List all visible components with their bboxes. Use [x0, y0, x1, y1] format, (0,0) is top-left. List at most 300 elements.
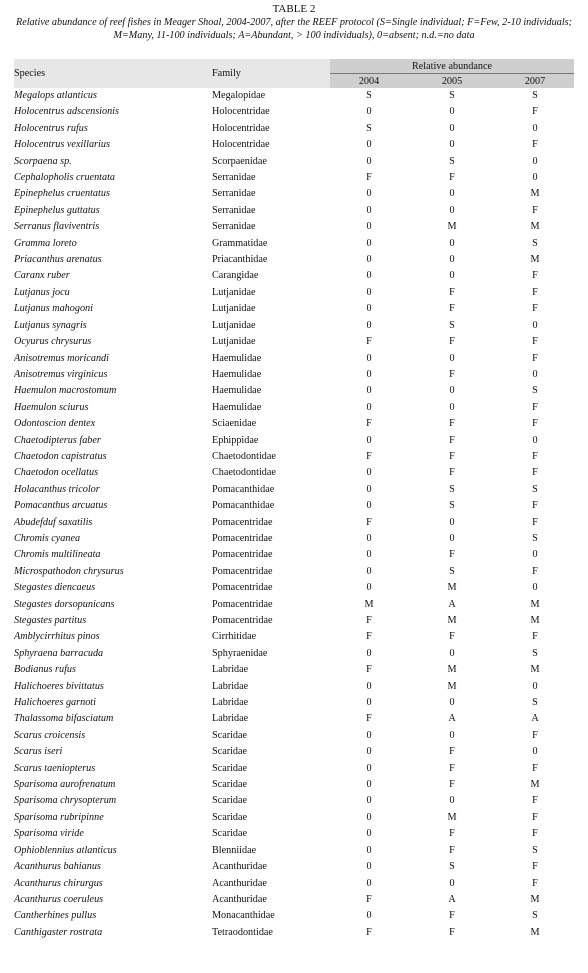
species-cell: Scarus croicensis: [14, 729, 86, 741]
species-cell: Ophioblennius atlanticus: [14, 844, 117, 856]
abundance-cell: 0: [366, 910, 372, 922]
abundance-cell: S: [449, 155, 455, 167]
table-row: [14, 482, 574, 498]
species-cell: Ocyurus chrysurus: [14, 336, 92, 348]
abundance-cell: F: [449, 746, 455, 758]
abundance-cell: F: [449, 828, 455, 840]
family-cell: Acanthuridae: [212, 877, 267, 889]
table-row: [14, 498, 574, 514]
family-cell: Grammatidae: [212, 237, 268, 249]
family-cell: Scaridae: [212, 828, 248, 840]
species-cell: Cantherhines pullus: [14, 910, 97, 922]
abundance-cell: M: [530, 615, 540, 626]
abundance-cell: F: [532, 106, 538, 118]
family-cell: Labridae: [212, 697, 249, 709]
abundance-cell: A: [448, 893, 456, 905]
table-row: [14, 400, 574, 416]
abundance-cell: F: [449, 368, 455, 380]
abundance-cell: F: [532, 336, 538, 348]
abundance-cell: 0: [366, 779, 372, 791]
abundance-cell: 0: [366, 532, 372, 544]
abundance-cell: 0: [366, 877, 372, 889]
abundance-cell: 0: [366, 483, 372, 495]
family-cell: Scaridae: [212, 746, 248, 758]
abundance-cell: 0: [366, 467, 372, 479]
abundance-cell: S: [532, 237, 538, 249]
abundance-cell: 0: [366, 221, 372, 233]
family-cell: Lutjanidae: [212, 336, 256, 348]
abundance-cell: 0: [366, 549, 372, 561]
table-row: [14, 121, 574, 137]
family-cell: Serranidae: [212, 172, 256, 184]
species-cell: Amblycirrhitus pinos: [14, 631, 100, 643]
family-cell: Serranidae: [212, 221, 256, 233]
abundance-cell: M: [447, 680, 457, 692]
species-cell: Acanthurus chirurgus: [14, 877, 103, 889]
abundance-cell: 0: [532, 549, 538, 561]
abundance-cell: 0: [532, 582, 538, 594]
table-row: [14, 859, 574, 875]
table-row: [14, 876, 574, 892]
abundance-cell: F: [532, 204, 538, 216]
species-cell: Acanthurus coeruleus: [14, 893, 104, 905]
abundance-cell: F: [366, 516, 372, 528]
year-header: 2004: [330, 74, 408, 89]
table-row: [14, 137, 574, 153]
family-cell: Sciaenidae: [212, 418, 257, 430]
family-cell: Haemulidae: [212, 401, 262, 413]
table-row: [14, 908, 574, 924]
species-cell: Lutjanus mahogoni: [14, 303, 93, 315]
table-row: [14, 695, 574, 711]
table-row: [14, 104, 574, 120]
table-row: [14, 252, 574, 268]
table-row: [14, 186, 574, 202]
abundance-cell: 0: [532, 746, 538, 758]
species-cell: Haemulon sciurus: [14, 401, 89, 413]
table-caption: Relative abundance of reef fishes in Meager Shoal, 2004-2007, after the REEF protocol (S=Single individual; F=Few, 2-10 individuals; M=Many, 11-100 individuals; A=Abundant, > 100 individuals), 0=absent; n.d.=no data: [15, 17, 573, 41]
abundance-cell: 0: [366, 565, 372, 577]
abundance-cell: S: [449, 483, 455, 495]
family-cell: Scaridae: [212, 811, 248, 823]
abundance-cell: M: [447, 582, 457, 594]
table-row: [14, 433, 574, 449]
abundance-cell: F: [449, 450, 455, 462]
family-cell: Labridae: [212, 680, 249, 692]
family-cell: Holocentridae: [212, 122, 270, 134]
abundance-cell: F: [366, 713, 372, 725]
table-row: [14, 793, 574, 809]
family-cell: Scaridae: [212, 762, 248, 774]
species-cell: Gramma loreto: [14, 237, 77, 249]
table-row: [14, 465, 574, 481]
table-row: [14, 646, 574, 662]
abundance-cell: 0: [366, 319, 372, 331]
table-row: [14, 629, 574, 645]
abundance-cell: 0: [532, 122, 538, 134]
species-cell: Anisotremus moricandi: [14, 352, 109, 364]
abundance-cell: 0: [366, 188, 372, 200]
abundance-cell: 0: [449, 188, 455, 200]
abundance-cell: M: [530, 926, 540, 938]
abundance-cell: F: [532, 467, 538, 479]
table-row: [14, 515, 574, 531]
table-row: [14, 88, 574, 104]
abundance-cell: 0: [366, 680, 372, 692]
species-cell: Stegastes diencaeus: [14, 582, 96, 594]
abundance-cell: F: [366, 893, 372, 905]
abundance-cell: 0: [366, 139, 372, 151]
family-cell: Lutjanidae: [212, 303, 256, 315]
table-row: [14, 301, 574, 317]
abundance-cell: F: [532, 811, 538, 823]
table-row: [14, 892, 574, 908]
species-cell: Halichoeres bivittatus: [14, 680, 104, 692]
abundance-cell: 0: [366, 861, 372, 873]
family-cell: Pomacentridae: [212, 582, 273, 594]
abundance-cell: F: [366, 418, 372, 430]
species-header: Species: [14, 59, 212, 88]
abundance-cell: F: [532, 795, 538, 807]
abundance-cell: F: [366, 336, 372, 348]
abundance-cell: 0: [449, 270, 455, 282]
abundance-cell: S: [449, 565, 455, 577]
abundance-cell: 0: [366, 500, 372, 512]
species-cell: Cephalopholis cruentata: [14, 172, 116, 184]
species-cell: Lutjanus synagris: [14, 319, 87, 331]
species-cell: Sparisoma viride: [14, 828, 84, 840]
table-row: [14, 268, 574, 284]
family-cell: Scaridae: [212, 795, 248, 807]
abundance-cell: 0: [366, 582, 372, 594]
species-cell: Epinephelus cruentatus: [14, 188, 110, 200]
species-cell: Chaetodon capistratus: [14, 450, 107, 462]
abundance-cell: 0: [366, 237, 372, 249]
species-cell: Microspathodon chrysurus: [14, 565, 124, 577]
family-cell: Carangidae: [212, 270, 259, 282]
abundance-cell: 0: [366, 303, 372, 315]
abundance-cell: S: [449, 319, 455, 331]
abundance-cell: 0: [366, 746, 372, 758]
table-row: [14, 531, 574, 547]
table-row: [14, 843, 574, 859]
abundance-cell: 0: [532, 368, 538, 380]
table-body: [14, 88, 574, 941]
abundance-cell: F: [532, 828, 538, 840]
abundance-cell: 0: [366, 828, 372, 840]
family-cell: Haemulidae: [212, 385, 262, 397]
abundance-cell: M: [447, 811, 457, 823]
table-row: [14, 547, 574, 563]
abundance-cell: F: [366, 172, 372, 184]
family-cell: Labridae: [212, 664, 249, 676]
abundance-cell: 0: [366, 729, 372, 741]
abundance-cell: M: [447, 615, 457, 626]
family-cell: Acanthuridae: [212, 893, 267, 905]
abundance-cell: 0: [449, 697, 455, 709]
family-cell: Monacanthidae: [212, 910, 275, 922]
abundance-cell: F: [449, 910, 455, 922]
abundance-cell: 0: [366, 368, 372, 380]
abundance-cell: M: [447, 664, 457, 676]
abundance-cell: S: [532, 90, 538, 101]
abundance-cell: 0: [449, 401, 455, 413]
table-row: [14, 679, 574, 695]
abundance-cell: S: [532, 697, 538, 709]
abundance-cell: S: [449, 90, 455, 101]
abundance-cell: F: [532, 286, 538, 298]
species-cell: Haemulon macrostomum: [14, 385, 117, 397]
species-cell: Sparisoma chrysopterum: [14, 795, 117, 807]
abundance-cell: 0: [366, 204, 372, 216]
abundance-cell: 0: [532, 155, 538, 167]
abundance-cell: 0: [449, 204, 455, 216]
family-cell: Holocentridae: [212, 106, 270, 118]
family-cell: Holocentridae: [212, 139, 270, 151]
species-cell: Sphyraena barracuda: [14, 647, 104, 659]
abundance-cell: S: [366, 90, 372, 101]
abundance-cell: F: [532, 729, 538, 741]
table-row: [14, 449, 574, 465]
table-row: [14, 580, 574, 596]
relative-abundance-header: Relative abundance: [330, 59, 574, 74]
abundance-cell: 0: [532, 172, 538, 184]
abundance-cell: F: [532, 516, 538, 528]
abundance-cell: S: [532, 532, 538, 544]
family-cell: Megalopidae: [212, 90, 266, 101]
family-cell: Pomacanthidae: [212, 483, 275, 495]
abundance-cell: F: [532, 352, 538, 364]
table-row: [14, 564, 574, 580]
abundance-cell: M: [530, 598, 540, 610]
family-cell: Haemulidae: [212, 368, 262, 380]
abundance-cell: F: [366, 631, 372, 643]
abundance-cell: F: [449, 303, 455, 315]
species-cell: Priacanthus arenatus: [14, 254, 102, 266]
abundance-cell: F: [532, 139, 538, 151]
family-cell: Pomacanthidae: [212, 500, 275, 512]
table-row: [14, 925, 574, 941]
table-row: [14, 285, 574, 301]
table-row: [14, 416, 574, 432]
abundance-cell: F: [532, 450, 538, 462]
abundance-cell: 0: [366, 352, 372, 364]
family-cell: Sphyraenidae: [212, 647, 268, 659]
species-cell: Epinephelus guttatus: [14, 204, 100, 216]
abundance-cell: 0: [366, 762, 372, 774]
abundance-cell: S: [366, 122, 372, 134]
species-cell: Sparisoma aurofrenatum: [14, 779, 116, 791]
abundance-cell: 0: [366, 385, 372, 397]
table-label: TABLE 2: [272, 3, 316, 15]
family-cell: Chaetodontidae: [212, 467, 276, 479]
abundance-cell: 0: [449, 516, 455, 528]
family-cell: Serranidae: [212, 204, 256, 216]
abundance-cell: 0: [449, 352, 455, 364]
table-row: [14, 154, 574, 170]
abundance-cell: 0: [449, 532, 455, 544]
abundance-cell: 0: [532, 319, 538, 331]
species-cell: Stegastes dorsopunicans: [14, 598, 115, 610]
abundance-cell: 0: [366, 270, 372, 282]
table-row: [14, 711, 574, 727]
table-row: [14, 597, 574, 613]
abundance-cell: F: [532, 762, 538, 774]
table-row: [14, 383, 574, 399]
abundance-cell: 0: [449, 106, 455, 118]
species-cell: Canthigaster rostrata: [14, 926, 103, 938]
species-cell: Odontoscion dentex: [14, 418, 96, 430]
table-header: [14, 59, 574, 88]
abundance-cell: 0: [449, 385, 455, 397]
table-row: [14, 826, 574, 842]
abundance-cell: F: [532, 303, 538, 315]
abundance-cell: 0: [449, 877, 455, 889]
species-cell: Caranx ruber: [14, 270, 70, 282]
family-cell: Pomacentridae: [212, 598, 273, 610]
year-header: 2005: [408, 74, 496, 89]
abundance-cell: F: [366, 450, 372, 462]
family-cell: Haemulidae: [212, 352, 262, 364]
abundance-cell: F: [532, 500, 538, 512]
abundance-cell: M: [530, 664, 540, 676]
species-cell: Chromis cyanea: [14, 532, 81, 544]
species-cell: Lutjanus jocu: [14, 286, 70, 298]
abundance-cell: F: [532, 565, 538, 577]
family-cell: Pomacentridae: [212, 516, 273, 528]
species-cell: Holocentrus adscensionis: [14, 106, 119, 118]
abundance-cell: 0: [366, 286, 372, 298]
abundance-cell: 0: [366, 811, 372, 823]
abundance-cell: 0: [366, 434, 372, 446]
table-row: [14, 219, 574, 235]
table-row: [14, 203, 574, 219]
abundance-cell: F: [449, 762, 455, 774]
species-cell: Anisotremus virginicus: [14, 368, 108, 380]
species-cell: Stegastes partitus: [14, 615, 87, 626]
abundance-cell: F: [366, 664, 372, 676]
abundance-cell: S: [532, 483, 538, 495]
table-row: [14, 744, 574, 760]
family-cell: Serranidae: [212, 188, 256, 200]
abundance-cell: M: [530, 893, 540, 905]
abundance-cell: M: [530, 779, 540, 791]
abundance-cell: F: [532, 861, 538, 873]
abundance-cell: 0: [449, 122, 455, 134]
family-cell: Scorpaenidae: [212, 155, 267, 167]
abundance-cell: F: [449, 844, 455, 856]
abundance-cell: 0: [449, 795, 455, 807]
family-cell: Labridae: [212, 713, 249, 725]
species-cell: Serranus flaviventris: [14, 221, 100, 233]
family-cell: Priacanthidae: [212, 254, 268, 266]
family-cell: Scaridae: [212, 779, 248, 791]
abundance-cell: F: [532, 877, 538, 889]
year-header: 2007: [496, 74, 574, 89]
abundance-cell: 0: [449, 139, 455, 151]
abundance-cell: M: [530, 188, 540, 200]
abundance-cell: S: [532, 910, 538, 922]
table-row: [14, 351, 574, 367]
abundance-cell: 0: [366, 254, 372, 266]
family-cell: Lutjanidae: [212, 319, 256, 331]
abundance-cell: 0: [366, 844, 372, 856]
species-cell: Holacanthus tricolor: [14, 483, 100, 495]
family-cell: Ephippidae: [212, 434, 259, 446]
abundance-cell: F: [532, 631, 538, 643]
species-cell: Halichoeres garnoti: [14, 697, 96, 709]
abundance-cell: F: [366, 615, 372, 626]
abundance-cell: M: [447, 221, 457, 233]
abundance-cell: 0: [532, 680, 538, 692]
table-row: [14, 613, 574, 629]
species-cell: Scorpaena sp.: [14, 155, 72, 167]
species-cell: Chromis multilineata: [14, 549, 101, 561]
family-cell: Chaetodontidae: [212, 450, 276, 462]
abundance-cell: F: [449, 926, 455, 938]
table-row: [14, 334, 574, 350]
family-header: Family: [212, 59, 330, 88]
abundance-cell: S: [532, 647, 538, 659]
abundance-cell: A: [531, 713, 539, 725]
species-cell: Scarus taeniopterus: [14, 762, 96, 774]
species-cell: Chaetodon ocellatus: [14, 467, 99, 479]
abundance-cell: 0: [449, 647, 455, 659]
family-cell: Pomacentridae: [212, 615, 273, 626]
table-row: [14, 367, 574, 383]
species-cell: Holocentrus rufus: [14, 122, 88, 134]
abundance-cell: 0: [449, 729, 455, 741]
table-row: [14, 318, 574, 334]
abundance-cell: M: [364, 598, 374, 610]
abundance-cell: M: [530, 254, 540, 266]
abundance-cell: F: [449, 434, 455, 446]
family-cell: Lutjanidae: [212, 286, 256, 298]
family-cell: Pomacentridae: [212, 565, 273, 577]
table-row: [14, 761, 574, 777]
abundance-cell: S: [532, 385, 538, 397]
table-row: [14, 777, 574, 793]
abundance-cell: F: [449, 172, 455, 184]
species-cell: Thalassoma bifasciatum: [14, 713, 114, 725]
species-cell: Scarus iseri: [14, 746, 63, 758]
abundance-cell: F: [449, 336, 455, 348]
abundance-cell: M: [530, 221, 540, 233]
family-cell: Pomacentridae: [212, 532, 273, 544]
species-cell: Chaetodipterus faber: [14, 434, 101, 446]
abundance-cell: F: [532, 270, 538, 282]
abundance-cell: S: [449, 861, 455, 873]
abundance-cell: A: [448, 598, 456, 610]
abundance-cell: F: [449, 286, 455, 298]
table-row: [14, 810, 574, 826]
abundance-cell: F: [449, 631, 455, 643]
abundance-cell: 0: [366, 647, 372, 659]
family-cell: Tetraodontidae: [212, 926, 273, 938]
species-cell: Bodianus rufus: [14, 664, 76, 676]
abundance-cell: F: [532, 401, 538, 413]
species-cell: Holocentrus vexillarius: [14, 139, 110, 151]
table-row: [14, 662, 574, 678]
family-cell: Pomacentridae: [212, 549, 273, 561]
species-cell: Abudefduf saxatilis: [14, 516, 93, 528]
abundance-cell: S: [532, 844, 538, 856]
species-cell: Acanthurus bahianus: [14, 861, 101, 873]
table-row: [14, 728, 574, 744]
family-cell: Blenniidae: [212, 844, 257, 856]
abundance-cell: 0: [449, 254, 455, 266]
abundance-cell: F: [449, 549, 455, 561]
